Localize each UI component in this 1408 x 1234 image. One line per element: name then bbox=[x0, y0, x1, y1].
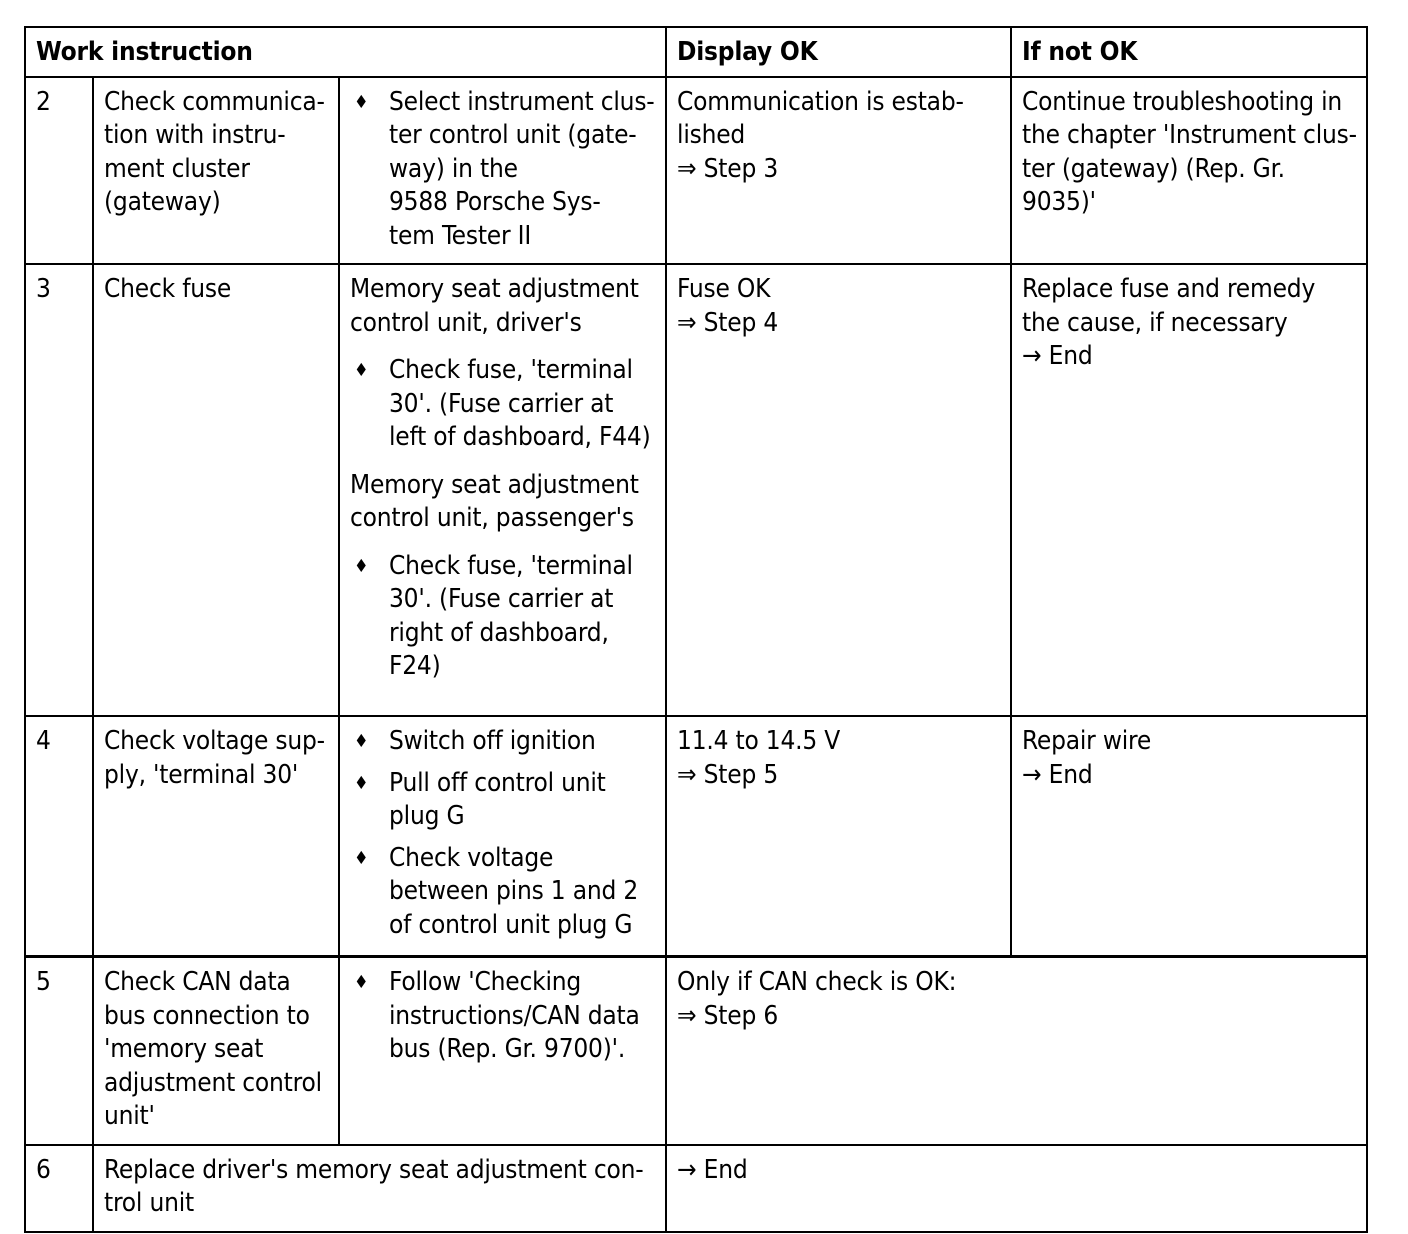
instruction-line: left of dashboard, F44) bbox=[389, 422, 651, 452]
instruction-line: Memory seat adjustment bbox=[350, 274, 639, 304]
instruction-line: 9588 Porsche Sys- bbox=[389, 187, 601, 217]
if-not-ok-cell bbox=[1011, 77, 1367, 265]
task-line: ply, 'terminal 30' bbox=[104, 759, 299, 790]
table-row bbox=[25, 716, 1367, 957]
if-not-ok-cell bbox=[1011, 716, 1367, 957]
instruction-paragraph bbox=[350, 273, 655, 340]
display-ok-cell bbox=[666, 716, 1011, 957]
instruction-line: way) in the bbox=[389, 153, 518, 184]
step-number: 6 bbox=[25, 1145, 93, 1232]
task-line: Replace driver's memory seat adjustment con- bbox=[104, 1154, 644, 1185]
instruction-bullet bbox=[350, 966, 655, 1067]
display-ok-line: ⇒ Step 5 bbox=[677, 759, 779, 790]
header-if-not-ok: If not OK bbox=[1011, 27, 1367, 77]
if-not-ok-line: the chapter 'Instrument clus- bbox=[1022, 120, 1357, 150]
instruction-bullet bbox=[350, 86, 655, 254]
header-display-ok: Display OK bbox=[666, 27, 1011, 77]
if-not-ok-cell bbox=[1011, 264, 1367, 716]
display-ok-cell bbox=[666, 264, 1011, 716]
task-cell bbox=[93, 957, 339, 1145]
diamond-bullet-icon: ♦ bbox=[354, 772, 369, 794]
task-line: unit' bbox=[104, 1101, 155, 1131]
instruction-bullet bbox=[350, 550, 655, 684]
diamond-bullet-icon: ♦ bbox=[354, 731, 369, 752]
if-not-ok-line: Repair wire bbox=[1022, 726, 1152, 756]
instruction-line: Check fuse, 'terminal bbox=[389, 355, 633, 385]
instruction-line: control unit, driver's bbox=[350, 307, 582, 338]
step-number: 5 bbox=[25, 957, 93, 1145]
task-line: ment cluster bbox=[104, 153, 250, 184]
instruction-line: Memory seat adjustment bbox=[350, 469, 639, 500]
diamond-bullet-icon: ♦ bbox=[354, 555, 369, 577]
instruction-line: Select instrument clus- bbox=[389, 86, 655, 117]
task-line: Check communica- bbox=[104, 86, 325, 117]
header-work-instruction: Work instruction bbox=[25, 27, 666, 77]
work-instruction-table bbox=[24, 26, 1368, 1233]
task-cell bbox=[93, 1145, 666, 1232]
diamond-bullet-icon: ♦ bbox=[354, 91, 369, 113]
diamond-bullet-icon: ♦ bbox=[354, 847, 369, 869]
task-line: trol unit bbox=[104, 1188, 194, 1218]
instruction-cell bbox=[339, 716, 666, 957]
display-ok-line: 11.4 to 14.5 V bbox=[677, 726, 841, 756]
instruction-bullet bbox=[350, 842, 655, 943]
display-ok-line: ⇒ Step 3 bbox=[677, 153, 779, 184]
instruction-cell bbox=[339, 957, 666, 1145]
instruction-line: between pins 1 and 2 bbox=[389, 876, 639, 906]
instruction-cell bbox=[339, 264, 666, 716]
instruction-bullet bbox=[350, 354, 655, 455]
instruction-line: F24) bbox=[389, 651, 441, 681]
display-ok-line: Only if CAN check is OK: bbox=[677, 967, 957, 997]
if-not-ok-line: Replace fuse and remedy bbox=[1022, 274, 1316, 304]
task-line: 'memory seat bbox=[104, 1034, 264, 1064]
step-number: 3 bbox=[25, 264, 93, 716]
instruction-line: Follow 'Checking bbox=[389, 967, 582, 997]
instruction-line: bus (Rep. Gr. 9700)'. bbox=[389, 1034, 626, 1064]
display-ok-line: Fuse OK bbox=[677, 274, 771, 304]
display-ok-line: → End bbox=[677, 1154, 748, 1185]
task-line: Check CAN data bbox=[104, 967, 291, 997]
task-cell bbox=[93, 77, 339, 265]
instruction-line: tem Tester II bbox=[389, 220, 532, 251]
instruction-line: 30'. (Fuse carrier at bbox=[389, 584, 614, 614]
diamond-bullet-icon: ♦ bbox=[354, 972, 369, 993]
instruction-line: control unit, passenger's bbox=[350, 503, 634, 533]
table-row bbox=[25, 77, 1367, 265]
instruction-line: Pull off control unit bbox=[389, 767, 606, 798]
instruction-line: plug G bbox=[389, 801, 465, 831]
if-not-ok-line: → End bbox=[1022, 759, 1093, 790]
instruction-line: Check fuse, 'terminal bbox=[389, 550, 633, 581]
if-not-ok-line: ter (gateway) (Rep. Gr. bbox=[1022, 153, 1285, 184]
instruction-line: instructions/CAN data bbox=[389, 1000, 640, 1031]
step-number: 2 bbox=[25, 77, 93, 265]
task-cell bbox=[93, 716, 339, 957]
task-line: bus connection to bbox=[104, 1000, 310, 1031]
if-not-ok-line: the cause, if necessary bbox=[1022, 307, 1288, 338]
if-not-ok-line: → End bbox=[1022, 341, 1093, 371]
instruction-line: of control unit plug G bbox=[389, 909, 633, 940]
display-ok-line: ⇒ Step 6 bbox=[677, 1000, 779, 1031]
instruction-line: 30'. (Fuse carrier at bbox=[389, 388, 614, 419]
task-line: adjustment control bbox=[104, 1067, 322, 1098]
instruction-line: Check voltage bbox=[389, 842, 554, 873]
display-ok-cell bbox=[666, 77, 1011, 265]
instruction-bullet bbox=[350, 767, 655, 834]
if-not-ok-line: 9035)' bbox=[1022, 187, 1096, 217]
display-ok-line: Communication is estab- bbox=[677, 86, 964, 117]
header-row bbox=[25, 27, 1367, 77]
task-line: Check voltage sup- bbox=[104, 726, 325, 756]
instruction-line: ter control unit (gate- bbox=[389, 120, 637, 150]
instruction-bullet bbox=[350, 725, 655, 759]
display-ok-line: lished bbox=[677, 120, 746, 150]
step-number: 4 bbox=[25, 716, 93, 957]
instruction-line: right of dashboard, bbox=[389, 617, 609, 648]
table-row bbox=[25, 264, 1367, 716]
display-ok-cell bbox=[666, 957, 1367, 1145]
task-line: tion with instru- bbox=[104, 120, 286, 150]
task-line: (gateway) bbox=[104, 187, 221, 217]
display-ok-line: ⇒ Step 4 bbox=[677, 307, 779, 338]
instruction-line: Switch off ignition bbox=[389, 726, 596, 756]
table-row bbox=[25, 957, 1367, 1145]
task-line: Check fuse bbox=[104, 274, 232, 304]
display-ok-cell bbox=[666, 1145, 1367, 1232]
if-not-ok-line: Continue troubleshooting in bbox=[1022, 86, 1343, 117]
diamond-bullet-icon: ♦ bbox=[354, 360, 369, 381]
instruction-paragraph bbox=[350, 469, 655, 536]
table-row bbox=[25, 1145, 1367, 1232]
task-cell bbox=[93, 264, 339, 716]
instruction-cell bbox=[339, 77, 666, 265]
